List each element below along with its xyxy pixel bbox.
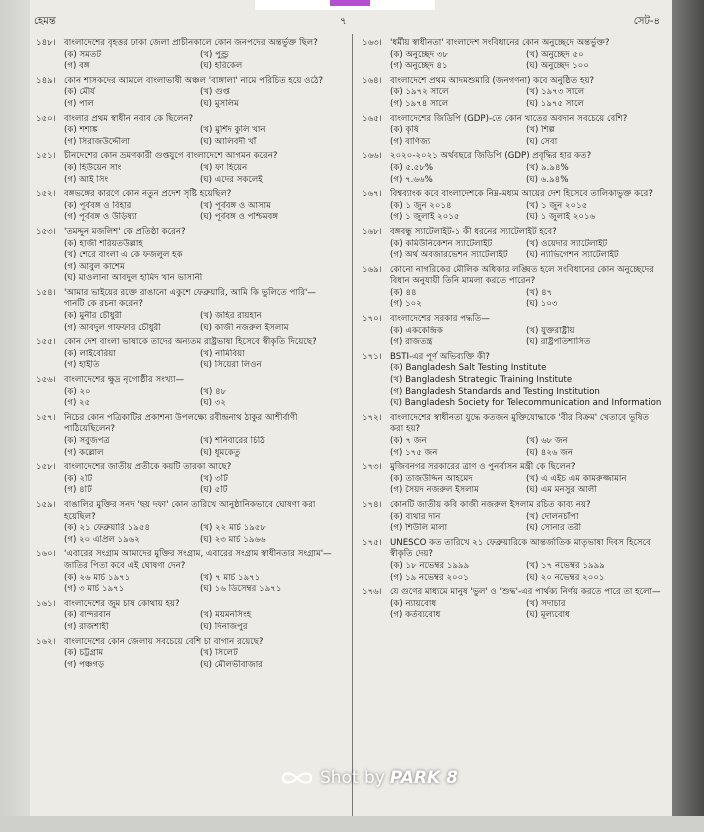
question-item xyxy=(362,189,662,224)
question-item xyxy=(36,549,336,595)
answer-option: (গ) পঞ্চগড় xyxy=(64,659,105,670)
answer-option: (খ) এ এইচ এম কামরুজ্জামান xyxy=(526,473,627,484)
question-text: বাংলাদেশের সরকার পদ্ধতি— xyxy=(390,314,490,325)
options-grid xyxy=(362,436,662,459)
question-line xyxy=(36,599,336,611)
answer-option: (ক) চট্টগ্রাম xyxy=(64,648,104,659)
question-item xyxy=(36,337,336,372)
question-number: ১৭৪। xyxy=(362,499,382,510)
answer-option: (ঘ) সোনার তরী xyxy=(526,523,582,534)
question-text: বাংলার প্রথম স্বাধীন নবাব কে ছিলেন? xyxy=(64,113,194,124)
answer-option: (খ) ১৯৭৩ সালে xyxy=(526,87,585,98)
question-number: ১৬০। xyxy=(36,549,56,560)
question-line xyxy=(36,189,336,201)
answer-option: (ঘ) মূল্যবোধ xyxy=(526,610,570,621)
answer-option: (গ) শিউলি মালা xyxy=(390,523,448,534)
answer-option: (ঘ) ১০৩ xyxy=(526,299,558,310)
answer-option: (গ) ৪টি xyxy=(64,485,92,496)
question-line xyxy=(36,114,336,126)
answer-option: (গ) আই সিং xyxy=(64,174,109,185)
options-grid xyxy=(36,474,336,497)
answer-option: (ক) মুনীর চৌধুরী xyxy=(64,311,122,322)
answer-option: (ক) ১৯৭২ সালে xyxy=(390,87,449,98)
answer-option: (ঘ) ৪২৬ জন xyxy=(526,447,574,458)
question-line xyxy=(362,587,662,599)
answer-option: (ক) ১ জুন ২০১৪ xyxy=(390,200,452,211)
answer-option: (গ) আবদুল গাফফার চৌধুরী xyxy=(64,322,161,333)
answer-option: (খ) ওয়েদার স্যাটেলাইট xyxy=(526,238,608,249)
answer-option: (গ) কল্লোল xyxy=(64,447,104,458)
answer-option: (খ) জহির রায়হান xyxy=(200,311,262,322)
document-page xyxy=(30,0,672,816)
question-item xyxy=(36,462,336,497)
options-grid xyxy=(36,648,336,671)
options-grid xyxy=(36,239,336,285)
answer-option: (গ) ৩ মার্চ ১৯৭১ xyxy=(64,584,125,595)
options-grid xyxy=(36,311,336,334)
answer-option: (ক) সবুজপত্র xyxy=(64,436,110,446)
question-text: বাংলাদেশের ক্ষুদ্র নৃগোষ্ঠীর সংখ্যা— xyxy=(64,375,185,386)
answer-option: (ক) মৌর্য xyxy=(64,87,96,98)
question-number: ১৫৯। xyxy=(36,499,56,510)
question-item xyxy=(362,538,662,584)
question-number: ১৭৬। xyxy=(362,587,382,598)
options-grid xyxy=(362,363,662,409)
answer-option: (ক) কৃষি xyxy=(390,125,419,136)
answer-option: (ক) অনুচ্ছেদ ৩৮ xyxy=(390,49,449,60)
question-item xyxy=(362,114,662,149)
question-number: ১৬৬। xyxy=(362,151,382,162)
answer-option: (ক) হিউয়েন সাং xyxy=(64,162,122,173)
question-item xyxy=(362,38,662,73)
question-number: ১৫৫। xyxy=(36,337,56,348)
question-text: বাঙালির মুক্তির সনদ 'ছয় দফা' কোন তারিখে আনুষ্ঠানিকভাবে ঘোষণা করা হয়েছিল? xyxy=(64,499,316,522)
background-left xyxy=(0,0,30,832)
question-item xyxy=(36,189,336,224)
options-grid xyxy=(362,125,662,148)
question-number: ১৪৯। xyxy=(36,75,56,86)
answer-option: (খ) ১ জুন ২০১৫ xyxy=(526,200,588,211)
options-grid xyxy=(36,573,336,596)
question-text: কোন শাসকদের আমলে বাংলাভাষী অঞ্চল 'বাঙ্গালা' নামে পরিচিত হয়ে ওঠে? xyxy=(64,75,324,86)
answer-option: (ঘ) আলিবর্দী খাঁ xyxy=(200,136,257,147)
answer-option: (ক) তাজউদ্দিন আহমেদ xyxy=(390,473,473,484)
answer-option: (গ) কর্তব্যবোধ xyxy=(390,610,441,621)
answer-option: (গ) ২৫ xyxy=(64,398,91,409)
header-right: সেট-৪ xyxy=(633,16,660,27)
question-text: নিচের কোন পত্রিকাটির প্রকাশনা উপলক্ষ্যে রবীন্দ্রনাথ ঠাকুর আশীর্বাণী পাঠিয়েছিলেন? xyxy=(64,412,298,435)
question-number: ১৪৮। xyxy=(36,38,56,48)
answer-option: (খ) মুর্শিদ কুলি খান xyxy=(200,125,266,136)
options-grid xyxy=(362,201,662,224)
question-line xyxy=(362,500,662,512)
question-line xyxy=(362,76,662,88)
answer-option: (ক) ৪৪ xyxy=(390,287,417,298)
options-grid xyxy=(362,474,662,497)
answer-option: (ক) ব্যথার দান xyxy=(390,511,441,522)
answer-option: (গ) সিরাজউদ্দৌলা xyxy=(64,136,130,147)
options-grid xyxy=(36,125,336,148)
question-text: 'ধর্মীয় স্বাধীনতা' বাংলাদেশ সংবিধানের কোন অনুচ্ছেদে অন্তর্ভুক্ত? xyxy=(390,38,610,48)
options-grid xyxy=(36,87,336,110)
answer-option: (গ) বঙ্গ xyxy=(64,61,90,72)
question-text: 'এবারের সংগ্রাম আমাদের মুক্তির সংগ্রাম, এবারের সংগ্রাম স্বাধীনতার সংগ্রাম'—জাতির পিতা কবে এই ঘোষণা দেন? xyxy=(64,549,332,571)
question-item xyxy=(362,151,662,186)
question-number: ১৬৭। xyxy=(362,189,382,200)
question-item xyxy=(36,288,336,334)
answer-option: (ঘ) ৬.৯৪% xyxy=(526,174,569,185)
options-grid xyxy=(36,349,336,372)
question-number: ১৫৬। xyxy=(36,375,56,386)
answer-option: (ঘ) ৩২ xyxy=(200,398,226,409)
question-text: বাংলাদেশে প্রথম আদমশুমারি (জনগণনা) কবে অনুষ্ঠিত হয়? xyxy=(390,75,595,86)
options-grid xyxy=(362,239,662,262)
question-text: বাংলাদেশের বৃহত্তর ঢাকা জেলা প্রাচীনকালে কোন জনপদের অন্তর্ভুক্ত ছিল? xyxy=(64,38,318,48)
question-text: বাংলাদেশের জুম চাষ কোথায় হয়? xyxy=(64,598,180,609)
answer-option: (খ) ৯.৯৪% xyxy=(526,162,569,173)
question-line xyxy=(362,352,662,364)
background-right xyxy=(672,0,704,832)
question-number: ১৬৮। xyxy=(362,226,382,237)
question-item xyxy=(36,375,336,410)
question-text: BSTI-এর পূর্ণ অভিব্যক্তি কী? xyxy=(390,351,490,362)
options-grid xyxy=(36,50,336,73)
answer-option: (খ) ফা হিয়েন xyxy=(200,162,248,173)
question-line xyxy=(362,538,662,561)
question-number: ১৫০। xyxy=(36,113,56,124)
answer-option: (ক) শশাঙ্ক xyxy=(64,125,98,136)
question-number: ১৫৮। xyxy=(36,462,56,473)
answer-option: (খ) সিলেট xyxy=(200,648,238,659)
question-text: 'আমার ভাইয়ের রক্তে রাঙানো একুশে ফেব্রুয়ারি, আমি কি ভুলিতে পারি'—গানটি কে রচনা করেন? xyxy=(64,287,317,310)
answer-option: (ক) এককেন্দ্রিক xyxy=(390,325,443,336)
answer-option: (ক) ২৬ মার্চ ১৯৭১ xyxy=(64,572,131,583)
question-number: ১৬৩। xyxy=(362,38,382,48)
answer-option: (গ) অনুচ্ছেদ ৪১ xyxy=(390,61,448,72)
question-text: কোন দেশ বাংলা ভাষাকে তাদের অন্যতম রাষ্ট্রভাষা হিসেবে স্বীকৃতি দিয়েছে? xyxy=(64,337,317,348)
question-number: ১৬২। xyxy=(36,636,56,647)
answer-option: (খ) গুপ্ত xyxy=(200,87,230,98)
answer-option: (ঘ) মৌলভীবাজার xyxy=(200,659,263,670)
answer-option: (ঘ) রাষ্ট্রপতিশাসিত xyxy=(526,337,591,348)
answer-option: (ক) Bangladesh Salt Testing Institute xyxy=(390,363,547,374)
options-grid xyxy=(362,87,662,110)
answer-option: (ক) ২০ xyxy=(64,386,91,397)
answer-option: (খ) শনিবারের চিঠি xyxy=(200,436,265,446)
question-number: ১৭২। xyxy=(362,412,382,423)
answer-option: (ক) ৭ জন xyxy=(390,436,427,446)
question-item xyxy=(36,114,336,149)
answer-option: (খ) ময়মনসিংহ xyxy=(200,610,252,621)
question-line xyxy=(36,413,336,436)
question-line xyxy=(36,337,336,349)
answer-option: (গ) ১৯৭৪ সালে xyxy=(390,98,449,109)
question-item xyxy=(36,413,336,459)
question-line xyxy=(36,375,336,387)
question-number: ১৫৪। xyxy=(36,287,56,298)
answer-option: (ঘ) কাজী নজরুল ইসলাম xyxy=(200,322,289,333)
answer-option: (খ) Bangladesh Strategic Training Institute xyxy=(390,375,573,386)
answer-option: (গ) সৈয়দ নজরুল ইসলাম xyxy=(390,485,479,496)
options-grid xyxy=(362,163,662,186)
answer-option: (খ) অনুচ্ছেদ ৫০ xyxy=(526,49,584,60)
question-line xyxy=(362,413,662,436)
answer-option: (ক) বান্দরবান xyxy=(64,610,111,621)
answer-option: (ক) পূর্ববঙ্গ ও বিহার xyxy=(64,200,132,211)
answer-option: (ঘ) ২০ নভেম্বর ২০০১ xyxy=(526,572,605,583)
question-text: বাংলাদেশের কোন জেলায় সবচেয়ে বেশি চা বাগান রয়েছে? xyxy=(64,636,264,647)
question-item xyxy=(36,500,336,546)
answer-option: (ক) সমতট xyxy=(64,49,102,60)
answer-option: (ঘ) সিয়েরা লিওন xyxy=(200,360,262,371)
answer-option: (খ) ১৭ নভেম্বর ১৯৯৯ xyxy=(526,560,605,571)
question-number: ১৫১। xyxy=(36,151,56,162)
answer-option: (ঘ) মুসলিম xyxy=(200,98,239,109)
question-line xyxy=(36,288,336,311)
options-grid xyxy=(36,201,336,224)
right-column xyxy=(362,38,662,625)
answer-option: (ঘ) Bangladesh Society for Telecommunication and Information xyxy=(390,398,662,409)
answer-option: (ক) ২১ ফেব্রুয়ারি ১৯৫৪ xyxy=(64,523,151,534)
answer-option: (ঘ) মাওলানা আবদুল হামিদ খান ভাসানী xyxy=(64,273,203,284)
answer-option: (ঘ) ১৬ ডিসেম্বর ১৯৭১ xyxy=(200,584,282,595)
options-grid xyxy=(362,512,662,535)
question-number: ১৭৩। xyxy=(362,462,382,473)
answer-option: (ঘ) হরিকেল xyxy=(200,61,243,72)
watermark-prefix: Shot by xyxy=(320,768,385,788)
question-number: ১৬৯। xyxy=(362,264,382,275)
question-item xyxy=(362,76,662,111)
answer-option: (খ) ৩টি xyxy=(200,473,228,484)
options-grid xyxy=(362,599,662,622)
answer-option: (খ) দোলনচাঁপা xyxy=(526,511,579,522)
question-text: 'তমদ্দুন মজলিশ' কে প্রতিষ্ঠা করেন? xyxy=(64,226,186,237)
answer-option: (খ) শিল্প xyxy=(526,125,555,136)
answer-option: (গ) ১৭৫ জন xyxy=(390,447,438,458)
answer-option: (গ) পূর্ববঙ্গ ও উড়িষ্যা xyxy=(64,212,137,223)
infinity-logo-icon xyxy=(280,769,314,787)
question-line xyxy=(362,265,662,288)
answer-option: (গ) ১০২ xyxy=(390,299,422,310)
question-line xyxy=(36,151,336,163)
header-left: হেমন্ত xyxy=(34,16,56,27)
question-number: ১৭১। xyxy=(362,351,382,362)
page-number: ৭ xyxy=(340,16,347,27)
camera-watermark xyxy=(280,768,458,788)
question-line xyxy=(362,151,662,163)
answer-option: (খ) নামিবিয়া xyxy=(200,348,245,359)
answer-option: (ক) ৫.৫৮% xyxy=(390,162,434,173)
question-line xyxy=(36,227,336,239)
answer-option: (ঘ) এদের সকলেই xyxy=(200,174,263,185)
top-overlay-mark xyxy=(330,0,370,6)
question-line xyxy=(362,114,662,126)
question-item xyxy=(36,227,336,285)
options-grid xyxy=(36,163,336,186)
question-text: চীনদেশের কোন ভ্রমণকারী গুপ্তযুগে বাংলাদেশে আগমন করেন? xyxy=(64,151,278,162)
question-item xyxy=(362,413,662,459)
question-line xyxy=(362,38,662,50)
answer-option: (ঘ) ১ জুলাই ২০১৬ xyxy=(526,212,596,223)
question-number: ১৭৫। xyxy=(362,537,382,548)
question-line xyxy=(36,462,336,474)
answer-option: (গ) রাজতন্ত্র xyxy=(390,337,433,348)
question-number: ১৬৫। xyxy=(362,113,382,124)
options-grid xyxy=(36,523,336,546)
question-text: বিশ্বব্যাংক কবে বাংলাদেশকে নিম্ন-মধ্যম আয়ের দেশ হিসেবে তালিকাভুক্ত করে? xyxy=(390,189,653,200)
answer-option: (গ) বাণিজ্য xyxy=(390,136,431,147)
answer-option: (খ) ৪৮ xyxy=(200,386,227,397)
question-text: ২০২০-২০২১ অর্থবছরে জিডিপি (GDP) প্রবৃদ্ধির হার কত? xyxy=(390,151,592,162)
question-text: UNESCO কত তারিখে ২১ ফেব্রুয়ারিকে আন্তর্জাতিক মাতৃভাষা দিবস হিসেবে স্বীকৃতি দেয়? xyxy=(390,537,651,560)
question-item xyxy=(36,151,336,186)
question-number: ১৫৭। xyxy=(36,412,56,423)
answer-option: (ঘ) ন্যাভিগেশন স্যাটেলাইট xyxy=(526,250,619,261)
question-text: বাংলাদেশের জিডিপি (GDP)-তে কোন খাতের অবদান সবচেয়ে বেশি? xyxy=(390,113,628,124)
answer-option: (খ) ৭ মার্চ ১৯৭১ xyxy=(200,572,261,583)
question-line xyxy=(362,462,662,474)
answer-option: (গ) ৭.৬৬% xyxy=(390,174,433,185)
answer-option: (খ) সদাচার xyxy=(526,598,566,609)
question-line xyxy=(36,500,336,523)
answer-option: (ক) হাজী শরিয়তউল্লাহ xyxy=(64,238,143,249)
answer-option: (ক) ন্যায়বোধ xyxy=(390,598,437,609)
question-item xyxy=(362,587,662,622)
answer-option: (ঘ) ১৯৭৫ সালে xyxy=(526,98,584,109)
question-number: ১৫২। xyxy=(36,189,56,200)
options-grid xyxy=(362,561,662,584)
answer-option: (ঘ) দিনাজপুর xyxy=(200,621,248,632)
question-item xyxy=(362,314,662,349)
question-item xyxy=(36,637,336,672)
watermark-brand: PARK 8 xyxy=(389,768,458,788)
answer-option: (খ) শেরে বাংলা এ কে ফজলুল হক xyxy=(64,250,183,261)
answer-option: (ক) ১৮ নভেম্বর ১৯৯৯ xyxy=(390,560,470,571)
answer-option: (ঘ) এম মনসুর আলী xyxy=(526,485,597,496)
answer-option: (গ) ১৯ নভেম্বর ২০০১ xyxy=(390,572,469,583)
question-text: কোনটি জাতীয় কবি কাজী নজরুল ইসলাম রচিত কাব্য নয়? xyxy=(390,499,591,510)
background-bottom xyxy=(0,816,704,832)
answer-option: (খ) পুণ্ড্র xyxy=(200,49,229,60)
question-item xyxy=(36,599,336,634)
options-grid xyxy=(362,50,662,73)
answer-option: (খ) যুক্তরাষ্ট্রীয় xyxy=(526,325,575,336)
answer-option: (ক) লাইবেরিয়া xyxy=(64,348,116,359)
answer-option: (গ) হাইতি xyxy=(64,360,100,371)
question-item xyxy=(36,38,336,73)
answer-option: (গ) অর্থ অবজারভেশন স্যাটেলাইট xyxy=(390,250,508,261)
question-item xyxy=(362,352,662,410)
question-number: ১৬৪। xyxy=(362,75,382,86)
answer-option: (গ) ১ জুলাই ২০১৫ xyxy=(390,212,460,223)
answer-option: (খ) ৪৭ xyxy=(526,287,553,298)
question-item xyxy=(362,500,662,535)
answer-option: (ঘ) ধূমকেতু xyxy=(200,447,241,458)
answer-option: (গ) Bangladesh Standards and Testing Institution xyxy=(390,386,600,397)
options-grid xyxy=(36,387,336,410)
left-column xyxy=(36,38,336,674)
question-line xyxy=(36,76,336,88)
options-grid xyxy=(36,436,336,459)
question-line xyxy=(36,637,336,649)
answer-option: (ঘ) সেবা xyxy=(526,136,558,147)
question-item xyxy=(362,227,662,262)
question-text: কোনো নাগরিকের মৌলিক অধিকার লঙ্ঘিত হলে সংবিধানের কোন অনুচ্ছেদের বিধান অনুযায়ী তিনি মামলা করতে পারেন? xyxy=(390,264,654,287)
question-line xyxy=(362,227,662,239)
question-line xyxy=(36,549,336,572)
answer-option: (গ) পাল xyxy=(64,98,94,109)
question-text: বাংলাদেশের জাতীয় প্রতীকে কয়টি তারকা আছে? xyxy=(64,462,232,473)
question-number: ১৬১। xyxy=(36,598,56,609)
question-line xyxy=(36,38,336,50)
answer-option: (ঘ) অনুচ্ছেদ ১০০ xyxy=(526,61,589,72)
answer-option: (ঘ) ৫টি xyxy=(200,485,228,496)
options-grid xyxy=(362,326,662,349)
options-grid xyxy=(362,288,662,311)
question-text: বাংলাদেশের স্বাধীনতা যুদ্ধে কতজন মুক্তিযোদ্ধাকে 'বীর বিক্রম' খেতাবে ভূষিত করা হয়? xyxy=(390,412,649,435)
question-item xyxy=(362,462,662,497)
question-number: ১৭০। xyxy=(362,314,382,325)
question-line xyxy=(362,314,662,326)
question-number: ১৫৩। xyxy=(36,226,56,237)
question-item xyxy=(362,265,662,311)
answer-option: (খ) পূর্ববঙ্গ ও আসাম xyxy=(200,200,271,211)
answer-option: (ক) কমিউনিকেশন স্যাটেলাইট xyxy=(390,238,493,249)
answer-option: (গ) আবুল কাশেম xyxy=(64,261,125,272)
question-text: বঙ্গভঙ্গের কারণে কোন নতুন প্রদেশ সৃষ্টি হয়েছিল? xyxy=(64,189,232,200)
answer-option: (ঘ) পূর্ববঙ্গ ও পশ্চিমবঙ্গ xyxy=(200,212,278,223)
question-text: মুজিবনগর সরকারের ত্রাণ ও পুনর্বাসন মন্ত্রী কে ছিলেন? xyxy=(390,462,576,473)
column-divider xyxy=(352,34,353,816)
answer-option: (খ) ২২ মার্চ ১৯৫৮ xyxy=(200,523,266,534)
question-text: যে গুণের মাধ্যমে মানুষ 'ভুল' ও 'শুদ্ধ'-এর পার্থক্য নির্ণয় করতে পারে তা হলো— xyxy=(390,587,661,598)
answer-option: (ঘ) ২৩ মার্চ ১৯৬৬ xyxy=(200,534,266,545)
answer-option: (গ) ২০ এপ্রিল ১৯৬২ xyxy=(64,534,140,545)
answer-option: (খ) ৬৮ জন xyxy=(526,436,568,446)
answer-option: (গ) রাজশাহী xyxy=(64,621,109,632)
answer-option: (ক) ২টি xyxy=(64,473,93,484)
question-line xyxy=(362,189,662,201)
question-item xyxy=(36,76,336,111)
question-text: বঙ্গবন্ধু স্যাটেলাইট-১ কী ধরনের স্যাটেলাইট হবে? xyxy=(390,226,557,237)
options-grid xyxy=(36,610,336,633)
